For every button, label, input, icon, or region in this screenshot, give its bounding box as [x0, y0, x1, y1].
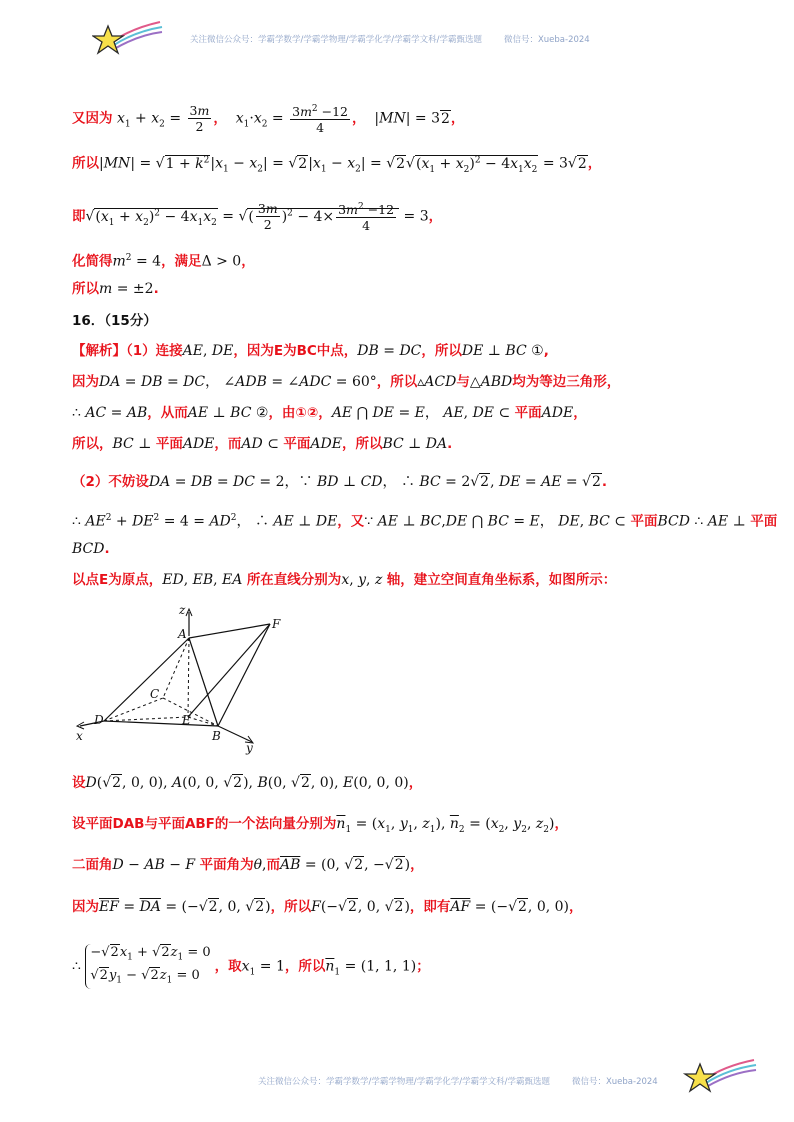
- edge-DB: [104, 721, 218, 726]
- solution-line-2: 因为DA = DB = DC， ∠ADB = ∠ADC = 60°，所以▵ACD与△ABD均为等边三角形，: [72, 374, 621, 390]
- label-E: E: [182, 713, 191, 727]
- star-logo-icon: [92, 18, 164, 58]
- star-logo-icon: [682, 1056, 758, 1096]
- edge-AF: [189, 624, 270, 638]
- solution-line-12: 因为$\overline{EF} = \overline{DA} = (-√2$, 0, √2)，所以F(−√2, 0, √2)，即有$\overline{AF} = (-√2$, 0, 0)，: [72, 899, 583, 915]
- solution-line-6: ∴ $AE^2 + DE^2 = 4 = AD^2$， ∴ AE ⊥ DE，又∵ AE ⊥ BC,DE ⋂ BC = E， DE, BC ⊂ 平面BCD ∴ AE ⊥ 平面: [72, 513, 778, 530]
- line-3: 即$√(x_1 + x_2)^2 - 4x_1x_2$ = √( $\frac{3m}{2}$ )$^2$ − 4× $\frac{3m^2 -12}{4}$ = 3，: [72, 201, 443, 234]
- label-x: x: [76, 729, 83, 743]
- solution-line-4: 所以，BC ⊥ 平面ADE，而AD ⊂ 平面ADE，所以BC ⊥ DA.: [72, 436, 453, 452]
- label-z: z: [179, 603, 186, 617]
- label-y: y: [246, 741, 253, 755]
- y-axis: [218, 726, 252, 742]
- header-wechat: 微信号：Xueba-2024: [503, 35, 590, 45]
- question-16-heading: 16．（15分）: [72, 313, 157, 329]
- line-1: 又因为 $x_1 + x_2$ = $\frac{3m}{2}$ ， $x_1\cdot x_2$ = $\frac{3m^2 -12}{4}$ ， |MN| = 32，: [72, 103, 465, 136]
- solution-line-11: 二面角D − AB − F 平面角为θ,而$\overline{AB} = (0$, √2, −√2)，: [72, 857, 424, 873]
- header-text: 关注微信公众号：学霸学数学/学霸学物理/学霸学化学/学霸学文科/学霸甄选题: [190, 35, 482, 45]
- footer-text: 关注微信公众号：学霸学数学/学霸学物理/学霸学化学/学霸学文科/学霸甄选题: [258, 1077, 550, 1087]
- edge-DC-dashed: [104, 698, 163, 721]
- solution-line-1: 【解析】（1）连接AE, DE，因为E为BC中点，DB = DC，所以DE ⊥ BC ①,: [72, 343, 549, 359]
- solution-line-9: 设D(√2, 0, 0), A(0, 0, √2), B(0, √2, 0), E(0, 0, 0)，: [72, 775, 423, 791]
- page-header: [190, 33, 590, 45]
- edge-AC-dashed: [163, 638, 189, 698]
- solution-line-5: （2）不妨设DA = DB = DC = 2，∵ BD ⊥ CD， ∴ BC = 2√2, DE = AE = √2.: [72, 474, 608, 490]
- label-B: B: [212, 729, 221, 743]
- label-F: F: [272, 617, 281, 631]
- edge-AD: [104, 638, 189, 721]
- solution-line-8: 以点E为原点，ED, EB, EA 所在直线分别为x, y, z 轴，建立空间直角坐标系，如图所示：: [72, 572, 617, 588]
- solution-line-10: 设平面DAB与平面ABF的一个法向量分别为$\overline{n}_1 = (x_1$, $y_1$, $z_1$), $\overline{n}_2 = (x_2$, $y_2$, $z_2$)，: [72, 816, 568, 835]
- solution-line-3: ∴ AC = AB，从而AE ⊥ BC ②，由①②，AE ⋂ DE = E， AE, DE ⊂ 平面ADE，: [72, 405, 587, 421]
- solution-line-13: ∴ $-√2x_1 + √2z_1 = 0$ $√2y_1 - √2z_1 = 0$，取$x_1 = 1$，所以$\overline{n}_1 = (1$, 1, 1)；: [72, 944, 430, 989]
- edge-DE-dashed: [104, 717, 188, 721]
- page-footer: [258, 1075, 658, 1087]
- line-2: 所以$|MN| = √1 + k^2|x_1 - x_2| = √2|x_1 - x_2| = √2√(x_1 + x_2)^2 - 4x_1x_2 = 3√2$，: [72, 155, 602, 175]
- coordinate-figure: [72, 600, 292, 760]
- edge-AB: [189, 638, 218, 726]
- line-4: 化简得$m^2 = 4$，满足Δ > 0，: [72, 253, 255, 270]
- label-A: A: [178, 627, 187, 641]
- label-D: D: [94, 713, 104, 727]
- solution-line-7: BCD.: [72, 541, 110, 557]
- line-5: 所以m = ±2.: [72, 281, 159, 297]
- edge-AE-dashed: [188, 638, 189, 717]
- label-C: C: [150, 687, 160, 701]
- footer-wechat: 微信号：Xueba-2024: [571, 1077, 658, 1087]
